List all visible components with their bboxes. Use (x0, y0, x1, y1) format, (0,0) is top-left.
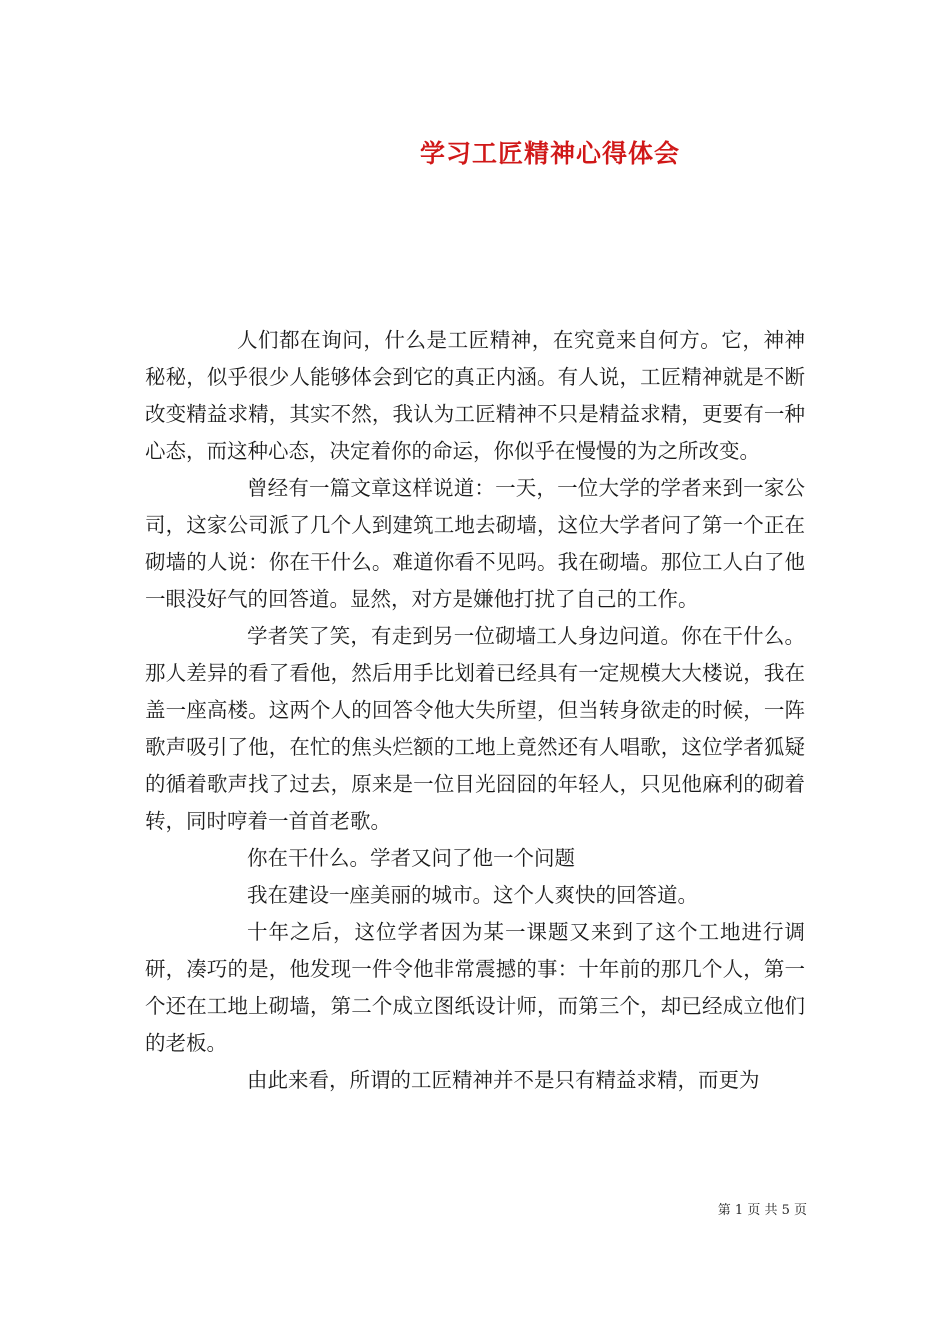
page-number: 第 1 页 共 5 页 (717, 1203, 807, 1218)
paragraph-5: 我在建设一座美丽的城市。这个人爽快的回答道。 (247, 883, 698, 907)
paragraph-3: 学者笑了笑，有走到另一位砌墙工人身边问道。你在干什么。那人差异的看了看他，然后用手比划着已经具有一定规模大大楼说，我在盖一座高楼。这两个人的回答令他大失所望，但当转身欲走的时候，一阵歌声吸引了他，在忙的焦头烂额的工地上竟然还有人唱歌，这位学者狐疑的循着歌声找了过去，原来是一位目光囧囧的年轻人，只见他麻利的砌着转，同时哼着一首首老歌。 (145, 624, 805, 833)
paragraph-6: 十年之后，这位学者因为某一课题又来到了这个工地进行调研，凑巧的是，他发现一件令他非常震撼的事：十年前的那几个人，第一个还在工地上砌墙，第二个成立图纸设计师，而第三个，却已经成立他们的老板。 (145, 920, 805, 1055)
document-title: 学习工匠精神心得体会 (419, 139, 680, 168)
paragraph-1: 人们都在询问，什么是工匠精神，在究竟来自何方。它，神神秘秘，似乎很少人能够体会到它的真正内涵。有人说，工匠精神就是不断改变精益求精，其实不然，我认为工匠精神不只是精益求精，更要有一种心态，而这种心态，决定着你的命运，你似乎在慢慢的为之所改变。 (145, 328, 805, 463)
paragraph-2: 曾经有一篇文章这样说道：一天，一位大学的学者来到一家公司，这家公司派了几个人到建筑工地去砌墙，这位大学者问了第一个正在砌墙的人说：你在干什么。难道你看不见吗。我在砌墙。那位工人白了他一眼没好气的回答道。显然，对方是嫌他打扰了自己的工作。 (145, 476, 805, 611)
paragraph-7: 由此来看，所谓的工匠精神并不是只有精益求精，而更为 (247, 1068, 760, 1092)
paragraph-4: 你在干什么。学者又问了他一个问题 (247, 846, 575, 870)
document-body (145, 322, 805, 1099)
